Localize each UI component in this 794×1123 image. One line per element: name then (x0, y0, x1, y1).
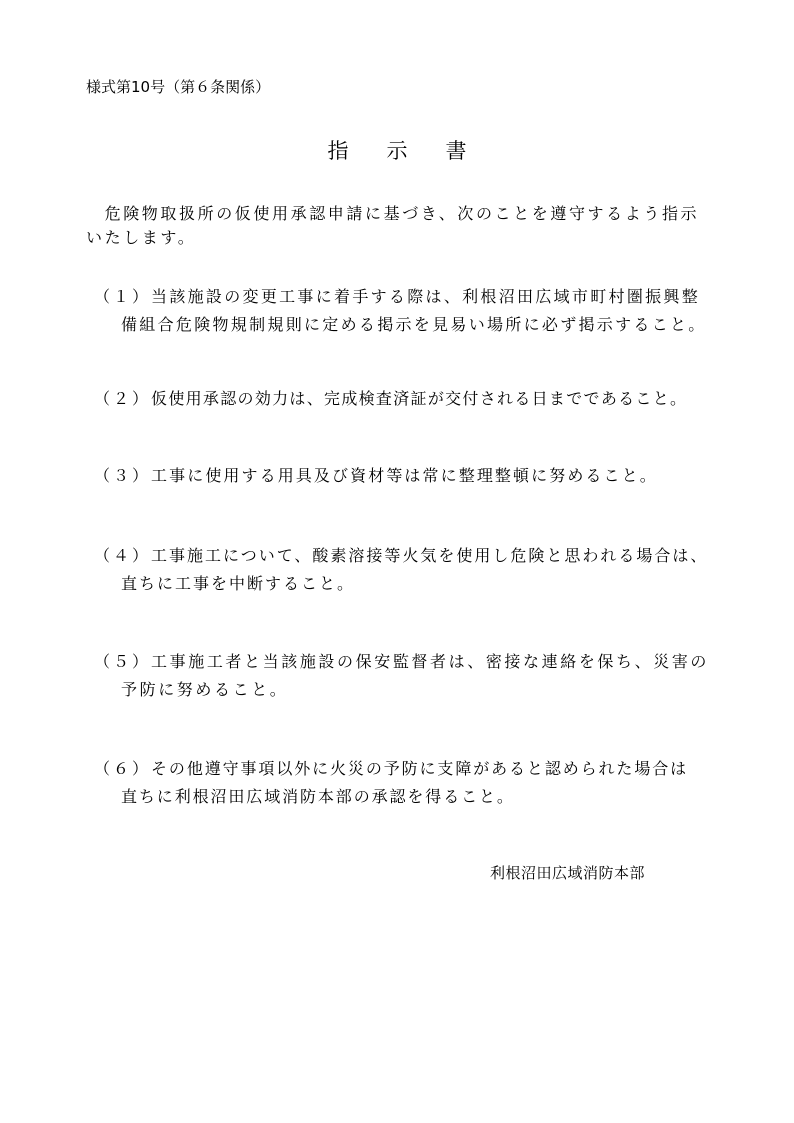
item-text: 工事施工について、酸素溶接等火気を使用し危険と思われる場合は、 (151, 546, 709, 565)
intro-paragraph (86, 202, 726, 250)
item-number: （５） (94, 652, 152, 671)
instruction-item-6 (94, 755, 734, 811)
item-text-continued: 直ちに利根沼田広域消防本部の承認を得ること。 (121, 787, 515, 806)
instruction-item-3 (94, 462, 734, 490)
item-number: （６） (94, 759, 152, 778)
instruction-item-2 (94, 385, 734, 413)
item-number: （３） (94, 466, 152, 485)
item-text: 工事に使用する用具及び資材等は常に整理整頓に努めること。 (151, 466, 658, 485)
instruction-item-4 (94, 542, 734, 598)
item-text: 当該施設の変更工事に着手する際は、利根沼田広域市町村圏振興整 (151, 287, 701, 306)
form-number: 様式第10号（第６条関係） (86, 78, 271, 96)
item-text-continued: 備組合危険物規制規則に定める掲示を見易い場所に必ず掲示すること。 (121, 315, 707, 334)
document-title: 指示書 (327, 139, 505, 163)
item-number: （１） (94, 287, 152, 306)
item-text: 工事施工者と当該施設の保安監督者は、密接な連絡を保ち、災害の (151, 652, 710, 671)
item-text: その他遵守事項以外に火災の予防に支障があると認められた場合は (151, 759, 689, 778)
item-text: 仮使用承認の効力は、完成検査済証が交付される日までであること。 (151, 389, 688, 408)
item-text-continued: 直ちに工事を中断すること。 (121, 574, 356, 593)
instruction-item-5 (94, 648, 734, 704)
issuer-name: 利根沼田広域消防本部 (490, 864, 646, 882)
item-number: （２） (94, 389, 152, 408)
instruction-item-1 (94, 283, 734, 339)
intro-line-1: 危険物取扱所の仮使用承認申請に基づき、次のことを遵守するよう指示 (86, 204, 700, 223)
item-text-continued: 予防に努めること。 (121, 680, 289, 699)
intro-line-2: いたします。 (86, 228, 197, 247)
item-number: （４） (94, 546, 152, 565)
